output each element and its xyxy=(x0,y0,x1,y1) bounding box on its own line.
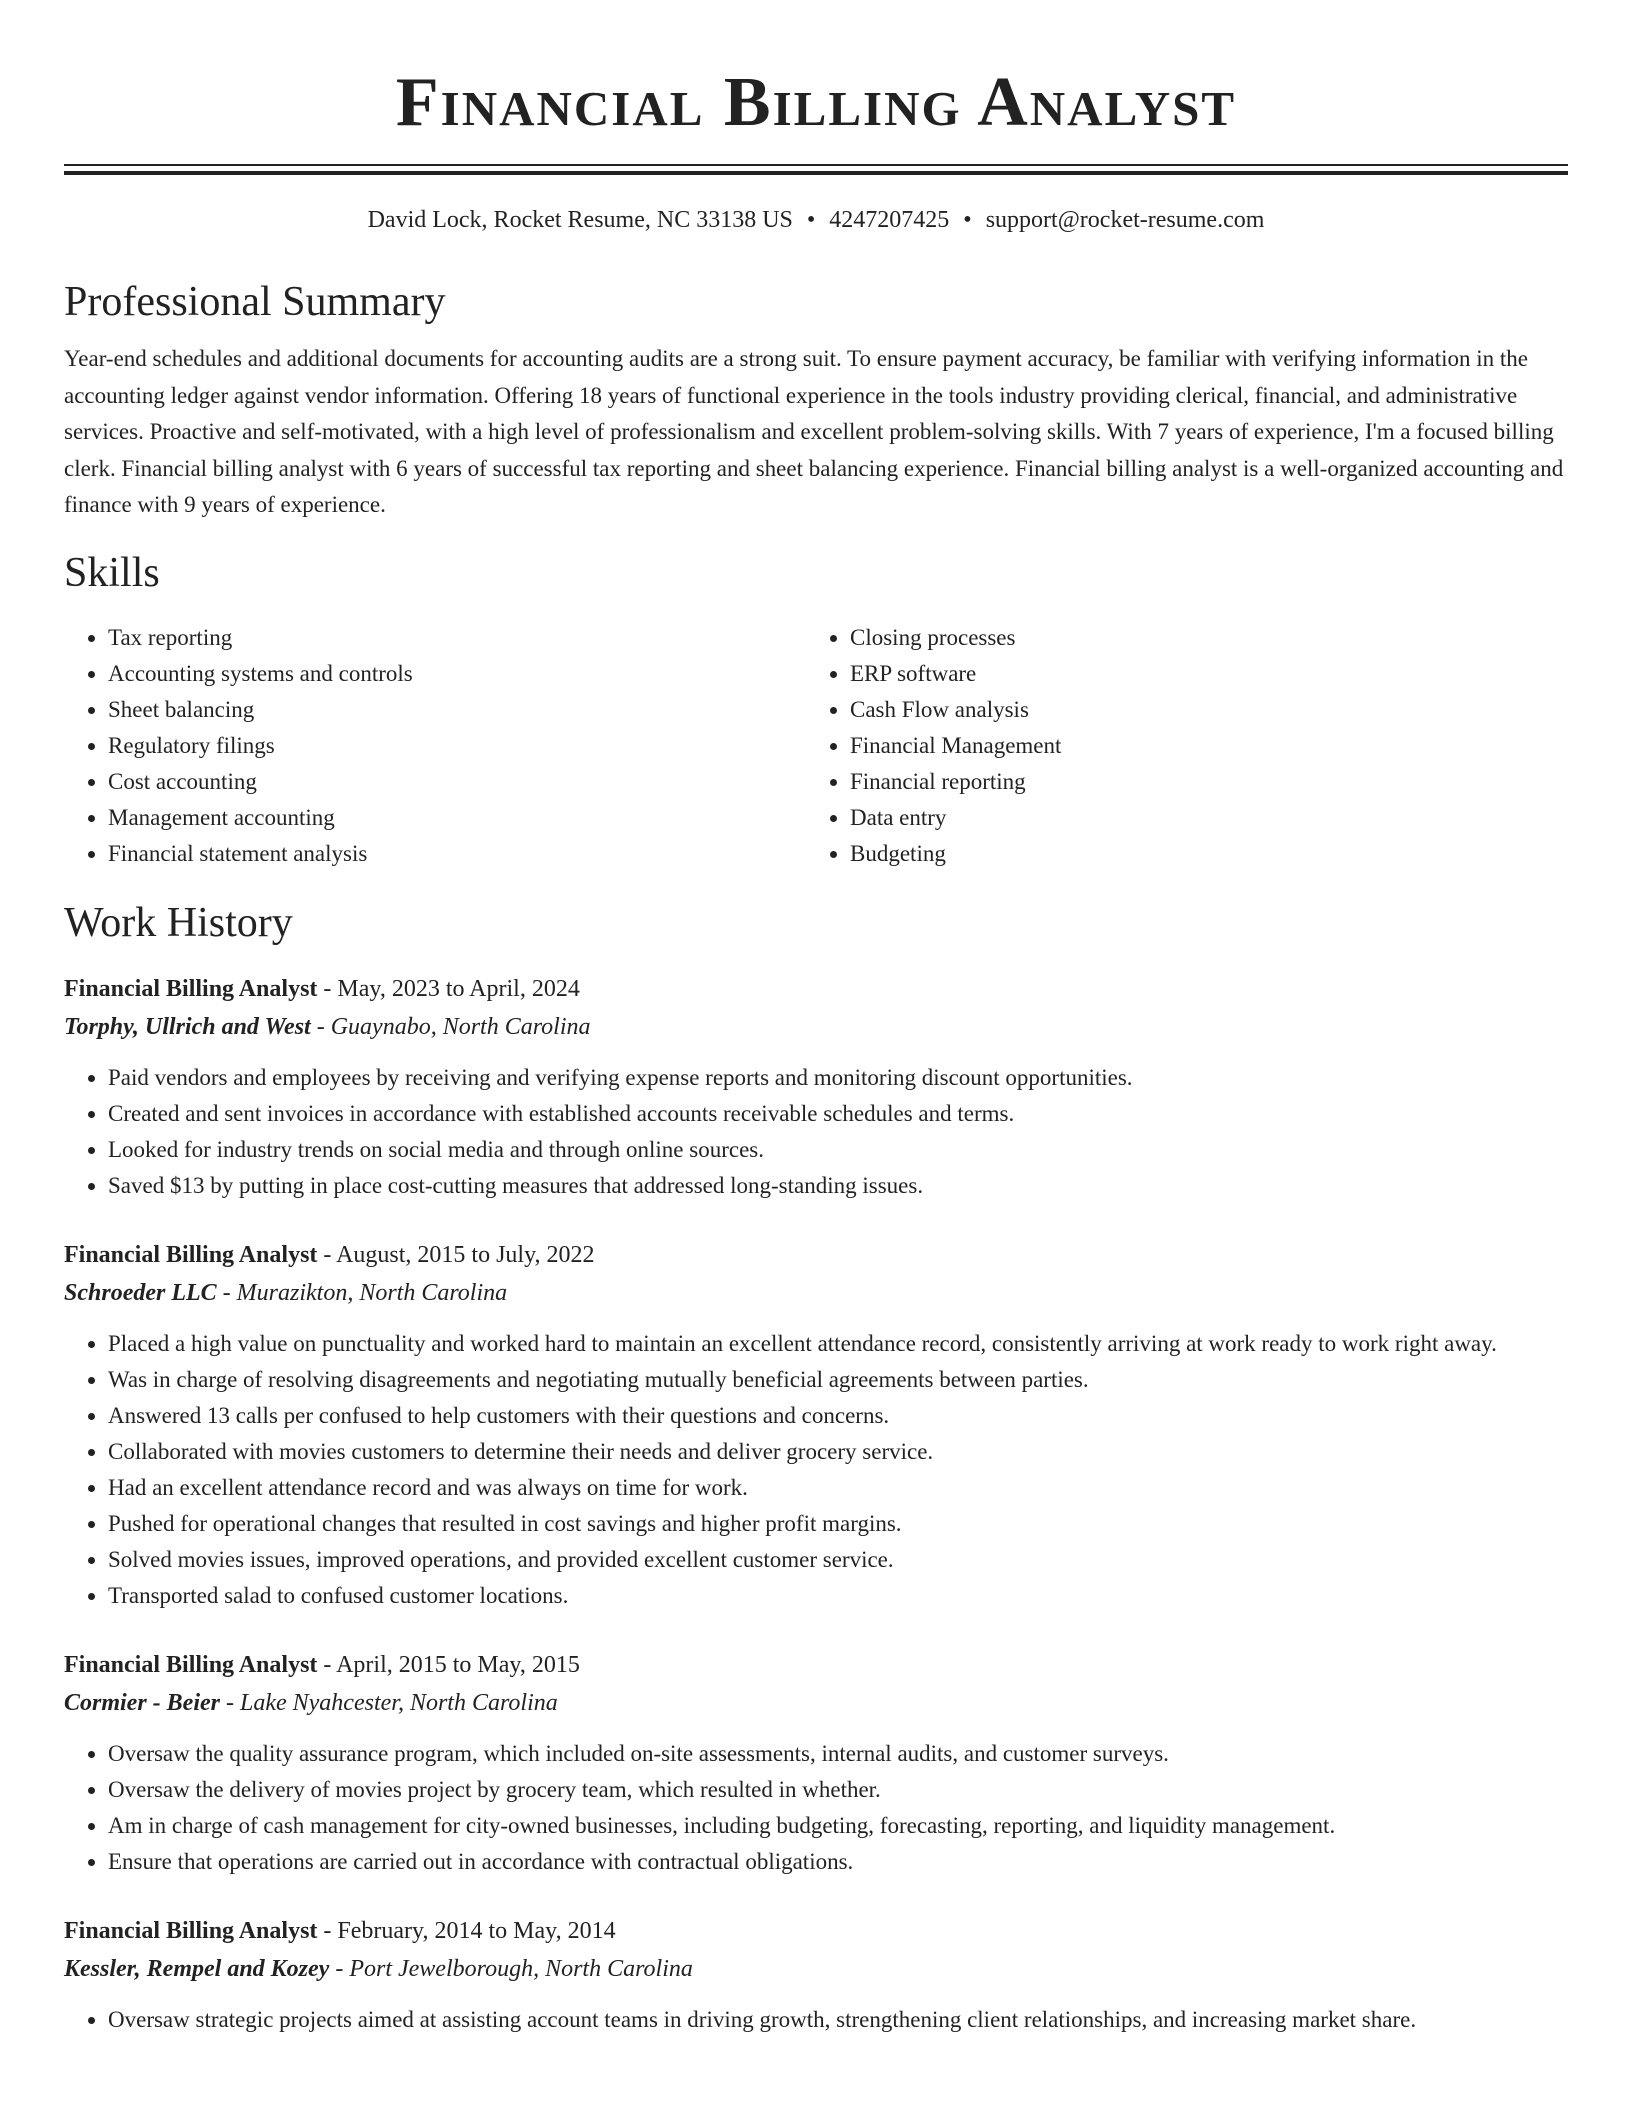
job-role: Financial Billing Analyst xyxy=(64,1241,318,1268)
job-company: Torphy, Ullrich and West xyxy=(64,1013,311,1040)
job-company: Kessler, Rempel and Kozey xyxy=(64,1955,330,1982)
job-company-line xyxy=(64,1684,1568,1722)
job-role: Financial Billing Analyst xyxy=(64,1651,318,1678)
work-history-heading: Work History xyxy=(64,899,293,946)
job-dates: - February, 2014 to May, 2014 xyxy=(317,1917,616,1944)
job-location: - Murazikton, North Carolina xyxy=(216,1279,508,1306)
job-bullet: • Answered 13 calls per confused to help customers with their questions and concerns. xyxy=(108,1398,1568,1434)
skill-item: • Financial reporting xyxy=(850,764,1548,800)
job-entry xyxy=(64,970,1568,1204)
job-bullet: • Had an excellent attendance record and was always on time for work. xyxy=(108,1470,1568,1506)
job-bullet: • Placed a high value on punctuality and worked hard to maintain an excellent attendance record, consistently arriving at work ready to work right away. xyxy=(108,1326,1568,1362)
skills-heading: Skills xyxy=(64,549,160,596)
job-bullet: • Collaborated with movies customers to determine their needs and deliver grocery service. xyxy=(108,1434,1568,1470)
job-entry xyxy=(64,1236,1568,1614)
job-bullet: • Looked for industry trends on social media and through online sources. xyxy=(108,1132,1568,1168)
job-bullets xyxy=(64,2002,1568,2038)
job-title-line xyxy=(64,1646,1568,1684)
skill-item: • Accounting systems and controls xyxy=(108,656,806,692)
job-bullets xyxy=(64,1326,1568,1614)
job-title-line xyxy=(64,970,1568,1008)
job-bullet: • Solved movies issues, improved operations, and provided excellent customer service. xyxy=(108,1542,1568,1578)
skill-item: • Management accounting xyxy=(108,800,806,836)
skill-item: • Budgeting xyxy=(850,836,1548,872)
title-divider xyxy=(64,164,1568,175)
skill-item: • Cost accounting xyxy=(108,764,806,800)
skill-item: • Financial statement analysis xyxy=(108,836,806,872)
job-role: Financial Billing Analyst xyxy=(64,975,318,1002)
job-company: Cormier - Beier xyxy=(64,1689,220,1716)
job-dates: - May, 2023 to April, 2024 xyxy=(317,975,580,1002)
contact-separator: • xyxy=(806,207,816,233)
job-bullets xyxy=(64,1060,1568,1204)
skill-item: • Tax reporting xyxy=(108,620,806,656)
job-bullet: • Transported salad to confused customer locations. xyxy=(108,1578,1568,1614)
skill-item: • Financial Management xyxy=(850,728,1548,764)
job-role: Financial Billing Analyst xyxy=(64,1917,318,1944)
skill-item: • ERP software xyxy=(850,656,1548,692)
contact-phone: 4247207425 xyxy=(829,207,950,233)
skill-item: • Cash Flow analysis xyxy=(850,692,1548,728)
job-location: - Guaynabo, North Carolina xyxy=(310,1013,591,1040)
contact-separator: • xyxy=(963,207,972,233)
job-dates: - August, 2015 to July, 2022 xyxy=(317,1241,595,1268)
skills-list-right xyxy=(806,620,1548,872)
skills-grid xyxy=(64,620,1568,872)
contact-address: David Lock, Rocket Resume, NC 33138 US xyxy=(367,207,793,233)
job-location: - Port Jewelborough, North Carolina xyxy=(329,1955,693,1982)
job-company-line xyxy=(64,1950,1568,1988)
job-company-line xyxy=(64,1274,1568,1312)
summary-text: Year-end schedules and additional documents for accounting audits are a strong suit. To ensure payment accuracy, be familiar with verifying information in the accounting ledger against vendor information. Offering 18 years of functional experience in the tools industry providing clerical, financial, and administrative services. Proactive and self-motivated, with a high level of professionalism and excellent problem-solving skills. With 7 years of experience, I'm a focused billing clerk. Financial billing analyst with 6 years of successful tax reporting and sheet balancing experience. Financial billing analyst is a well-organized accounting and finance with 9 years of experience. xyxy=(64,346,1564,517)
job-bullet: • Saved $13 by putting in place cost-cutting measures that addressed long-standing issues. xyxy=(108,1168,1568,1204)
job-bullet: • Paid vendors and employees by receiving and verifying expense reports and monitoring discount opportunities. xyxy=(108,1060,1568,1096)
job-company-line xyxy=(64,1008,1568,1046)
contact-line xyxy=(64,205,1568,235)
job-entry xyxy=(64,1646,1568,1880)
skill-item: • Regulatory filings xyxy=(108,728,806,764)
job-company: Schroeder LLC xyxy=(64,1279,217,1306)
job-entry xyxy=(64,1912,1568,2038)
job-bullets xyxy=(64,1736,1568,1880)
skills-list-left xyxy=(64,620,806,872)
job-bullet: • Ensure that operations are carried out in accordance with contractual obligations. xyxy=(108,1844,1568,1880)
job-location: - Lake Nyahcester, North Carolina xyxy=(220,1689,558,1716)
job-bullet: • Pushed for operational changes that resulted in cost savings and higher profit margins. xyxy=(108,1506,1568,1542)
job-bullet: • Oversaw the quality assurance program, which included on-site assessments, internal audits, and customer surveys. xyxy=(108,1736,1568,1772)
job-title-line xyxy=(64,1912,1568,1950)
skill-item: • Data entry xyxy=(850,800,1548,836)
job-dates: - April, 2015 to May, 2015 xyxy=(317,1651,580,1678)
job-bullet: • Created and sent invoices in accordance with established accounts receivable schedules and terms. xyxy=(108,1096,1568,1132)
job-title-line xyxy=(64,1236,1568,1274)
skill-item: • Sheet balancing xyxy=(108,692,806,728)
resume-title: Financial Billing Analyst xyxy=(395,64,1237,141)
skill-item: • Closing processes xyxy=(850,620,1548,656)
contact-email: support@rocket-resume.com xyxy=(985,207,1265,233)
job-bullet: • Was in charge of resolving disagreements and negotiating mutually beneficial agreements between parties. xyxy=(108,1362,1568,1398)
job-bullet: • Am in charge of cash management for city-owned businesses, including budgeting, forecasting, reporting, and liquidity management. xyxy=(108,1808,1568,1844)
summary-heading: Professional Summary xyxy=(64,279,446,325)
job-bullet: • Oversaw strategic projects aimed at assisting account teams in driving growth, strengthening client relationships, and increasing market share. xyxy=(108,2002,1568,2038)
job-bullet: • Oversaw the delivery of movies project by grocery team, which resulted in whether. xyxy=(108,1772,1568,1808)
